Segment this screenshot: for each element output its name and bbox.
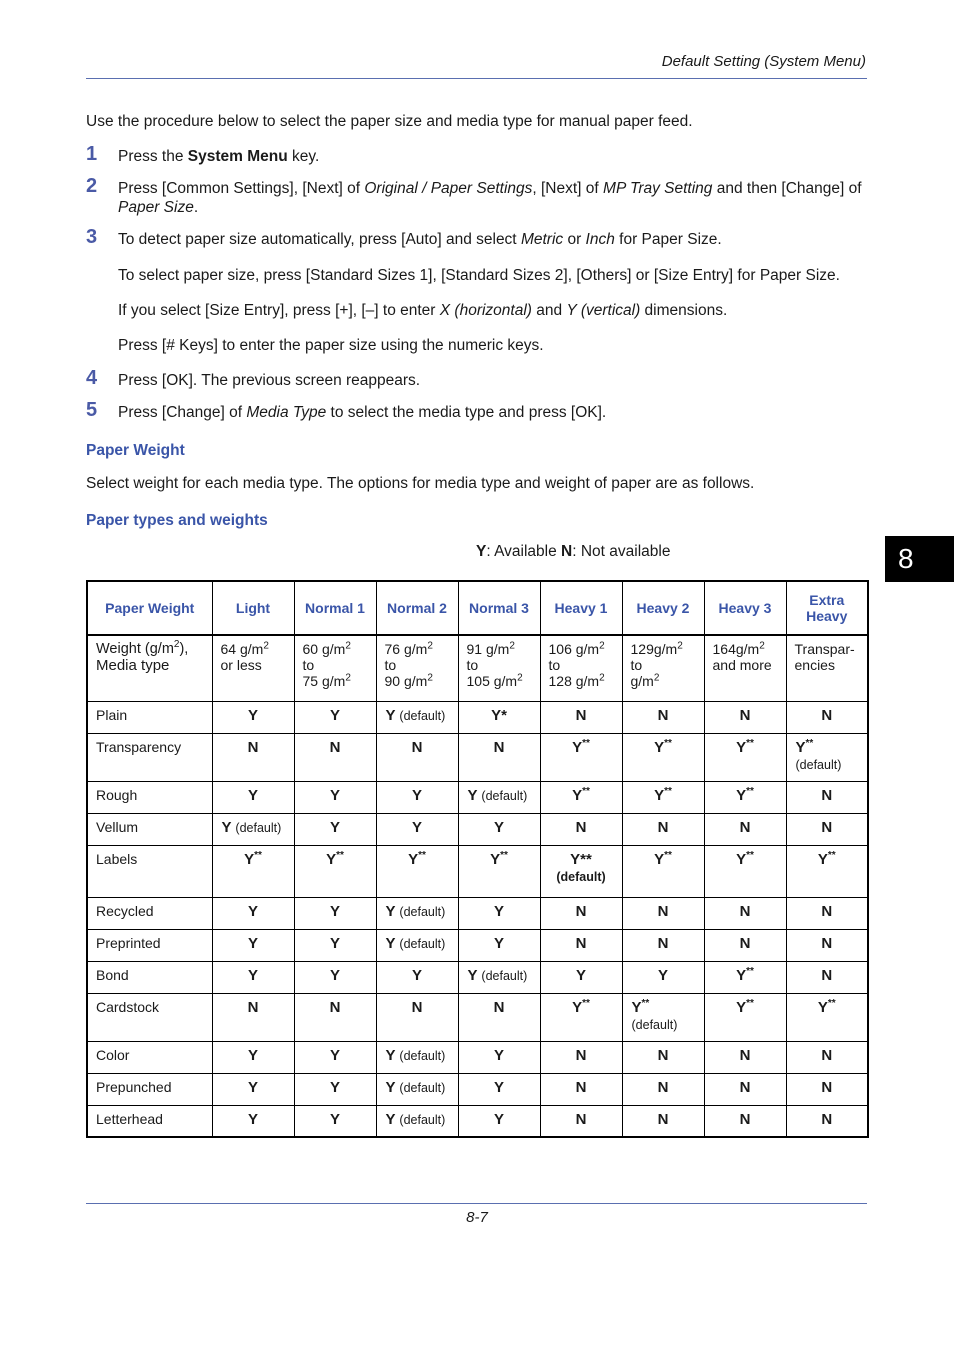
table-row (87, 813, 868, 845)
availability-cell: Y** (376, 845, 458, 897)
availability-cell: Y** (704, 993, 786, 1041)
availability-cell: Y (376, 961, 458, 993)
column-header: Normal 3 (458, 581, 540, 635)
table-row (87, 733, 868, 781)
media-type-cell: Bond (87, 961, 212, 993)
media-type-cell: Plain (87, 701, 212, 733)
availability-cell: Y (212, 929, 294, 961)
availability-cell: N (212, 993, 294, 1041)
availability-legend: Y: Available N: Not available (476, 543, 671, 560)
weight-cell: 64 $g/m^2$ or less (212, 635, 294, 701)
availability-cell: Y** (default) (786, 733, 868, 781)
media-type-cell: Preprinted (87, 929, 212, 961)
step-4-text: Press [OK]. The previous screen reappears. (118, 372, 421, 389)
step-number: 2 (86, 175, 98, 197)
availability-cell: N (294, 993, 376, 1041)
availability-cell: N (622, 897, 704, 929)
header-rule (86, 78, 867, 79)
availability-cell: Y (212, 1073, 294, 1105)
availability-cell: Y (294, 1073, 376, 1105)
weight-cell: 106 $g/m^2$ to 128 $g/m^2$ (540, 635, 622, 701)
availability-cell: N (622, 1105, 704, 1137)
availability-cell: Y** (default) (622, 993, 704, 1041)
availability-cell: Y** (622, 733, 704, 781)
availability-cell: Y (default) (376, 1105, 458, 1137)
step-3-text: To detect paper size automatically, press [Auto] and select Metric or Inch for Paper Size. (118, 231, 722, 248)
weight-cell: 76 $g/m^2$ to 90 $g/m^2$ (376, 635, 458, 701)
availability-cell: Y** (default) (540, 845, 622, 897)
availability-cell: Y (294, 929, 376, 961)
weight-cell: $164g/m^2$ and more (704, 635, 786, 701)
column-header: Heavy 1 (540, 581, 622, 635)
table-row (87, 845, 868, 897)
availability-cell: Y** (704, 781, 786, 813)
availability-cell: Y (default) (376, 929, 458, 961)
availability-cell: Y (458, 1105, 540, 1137)
availability-cell: Y (default) (376, 701, 458, 733)
availability-cell: Y (default) (458, 781, 540, 813)
availability-cell: Y** (704, 845, 786, 897)
step-1-text: Press the System Menu key. (118, 148, 320, 165)
media-type-cell: Transparency (87, 733, 212, 781)
weight-cell: 60 $g/m^2$ to 75 $g/m^2$ (294, 635, 376, 701)
availability-cell: Y** (294, 845, 376, 897)
availability-cell: N (622, 1041, 704, 1073)
availability-cell: Y** (458, 845, 540, 897)
media-type-cell: Letterhead (87, 1105, 212, 1137)
availability-cell: N (704, 929, 786, 961)
paper-weight-text: Select weight for each media type. The options for media type and weight of paper are as follows. (86, 475, 755, 492)
availability-cell: Y (294, 897, 376, 929)
availability-cell: N (540, 813, 622, 845)
media-type-cell: Recycled (87, 897, 212, 929)
availability-cell: Y** (704, 961, 786, 993)
availability-cell: Y (294, 1105, 376, 1137)
table-row (87, 1105, 868, 1137)
availability-cell: Y** (622, 781, 704, 813)
availability-cell: Y** (540, 993, 622, 1041)
table-row (87, 781, 868, 813)
availability-cell: N (376, 733, 458, 781)
table-row (87, 1041, 868, 1073)
availability-cell: Y (294, 961, 376, 993)
availability-cell: N (622, 929, 704, 961)
availability-cell: Y (212, 897, 294, 929)
availability-cell: N (786, 781, 868, 813)
availability-cell: N (458, 733, 540, 781)
availability-cell: Y (458, 897, 540, 929)
table-header-row (87, 581, 868, 635)
availability-cell: N (212, 733, 294, 781)
availability-cell: N (540, 929, 622, 961)
availability-cell: Y (212, 781, 294, 813)
table-row (87, 1073, 868, 1105)
availability-cell: Y (default) (212, 813, 294, 845)
step-5-text: Press [Change] of Media Type to select the media type and press [OK]. (118, 404, 607, 421)
media-type-cell: Cardstock (87, 993, 212, 1041)
availability-cell: N (704, 1105, 786, 1137)
media-type-cell: Vellum (87, 813, 212, 845)
availability-cell: N (786, 961, 868, 993)
availability-cell: N (704, 701, 786, 733)
availability-cell: N (786, 929, 868, 961)
availability-cell: Y (212, 961, 294, 993)
table-row (87, 701, 868, 733)
media-type-cell: Labels (87, 845, 212, 897)
table-row (87, 929, 868, 961)
availability-cell: N (622, 701, 704, 733)
step-number: 4 (86, 367, 98, 389)
paper-weight-heading: Paper Weight (86, 442, 185, 459)
media-type-cell: Prepunched (87, 1073, 212, 1105)
availability-cell: N (540, 1105, 622, 1137)
availability-cell: N (540, 701, 622, 733)
availability-cell: Y (212, 1041, 294, 1073)
step-number: 3 (86, 226, 98, 248)
availability-cell: N (786, 897, 868, 929)
column-header: Normal 1 (294, 581, 376, 635)
availability-cell: N (704, 1041, 786, 1073)
table-row (87, 993, 868, 1041)
availability-cell: Y (212, 701, 294, 733)
availability-cell: Y* (458, 701, 540, 733)
availability-cell: Y (622, 961, 704, 993)
availability-cell: Y** (704, 733, 786, 781)
column-header: Heavy 3 (704, 581, 786, 635)
availability-cell: N (704, 813, 786, 845)
table-row (87, 897, 868, 929)
chapter-tab: 8 (885, 536, 954, 582)
column-header: Normal 2 (376, 581, 458, 635)
availability-cell: Y (294, 813, 376, 845)
paper-weight-table (86, 580, 869, 1138)
availability-cell: Y (540, 961, 622, 993)
availability-cell: Y (458, 1073, 540, 1105)
availability-cell: N (294, 733, 376, 781)
page-number: 8-7 (466, 1209, 488, 1226)
availability-cell: Y (458, 813, 540, 845)
column-header: Paper Weight (87, 581, 212, 635)
availability-cell: Y** (622, 845, 704, 897)
availability-cell: Y (294, 1041, 376, 1073)
step-number: 1 (86, 143, 98, 165)
availability-cell: Y (376, 813, 458, 845)
step-3-detail-3: Press [# Keys] to enter the paper size using the numeric keys. (118, 337, 544, 354)
step-3-detail-2: If you select [Size Entry], press [+], [–] to enter X (horizontal) and Y (vertical) dimensions. (118, 302, 728, 319)
availability-cell: Y (212, 1105, 294, 1137)
column-header: Heavy 2 (622, 581, 704, 635)
availability-cell: N (786, 1105, 868, 1137)
availability-cell: Y** (540, 733, 622, 781)
availability-cell: Y (default) (458, 961, 540, 993)
availability-cell: Y (default) (376, 1041, 458, 1073)
availability-cell: Y (default) (376, 897, 458, 929)
header-title: Default Setting (System Menu) (661, 53, 866, 70)
availability-cell: N (540, 1073, 622, 1105)
availability-cell: Y (294, 781, 376, 813)
availability-cell: N (704, 1073, 786, 1105)
availability-cell: N (786, 813, 868, 845)
step-2-text: Press [Common Settings], [Next] of Original / Paper Settings, [Next] of MP Tray Setting and then [Change] of Paper Size. (118, 180, 862, 216)
availability-cell: Y (294, 701, 376, 733)
availability-cell: Y** (540, 781, 622, 813)
media-type-cell: Rough (87, 781, 212, 813)
table-row (87, 961, 868, 993)
availability-cell: N (376, 993, 458, 1041)
weight-range-row (87, 635, 868, 701)
intro-text: Use the procedure below to select the paper size and media type for manual paper feed. (86, 113, 693, 130)
availability-cell: Y** (786, 993, 868, 1041)
availability-cell: N (786, 1073, 868, 1105)
availability-cell: Y** (786, 845, 868, 897)
column-header: Light (212, 581, 294, 635)
availability-cell: N (786, 1041, 868, 1073)
paper-types-heading: Paper types and weights (86, 512, 268, 529)
availability-cell: N (540, 897, 622, 929)
step-3-detail-1: To select paper size, press [Standard Sizes 1], [Standard Sizes 2], [Others] or [Size Entry] for Paper Size. (118, 267, 840, 284)
availability-cell: N (622, 1073, 704, 1105)
media-type-cell: Color (87, 1041, 212, 1073)
availability-cell: Y (458, 1041, 540, 1073)
availability-cell: Y (458, 929, 540, 961)
availability-cell: N (786, 701, 868, 733)
availability-cell: N (704, 897, 786, 929)
step-number: 5 (86, 399, 98, 421)
availability-cell: Y** (212, 845, 294, 897)
availability-cell: N (622, 813, 704, 845)
footer-rule (86, 1203, 867, 1204)
availability-cell: Y (default) (376, 1073, 458, 1105)
weight-cell: Transpar- encies (786, 635, 868, 701)
weight-label-cell: Weight $(g/m^2)$, Media type (87, 635, 212, 701)
availability-cell: Y (376, 781, 458, 813)
weight-cell: $129g/m^2$ to $g/m^2$ (622, 635, 704, 701)
availability-cell: N (458, 993, 540, 1041)
availability-cell: N (540, 1041, 622, 1073)
column-header: Extra Heavy (786, 581, 868, 635)
weight-cell: 91 $g/m^2$ to 105 $g/m^2$ (458, 635, 540, 701)
